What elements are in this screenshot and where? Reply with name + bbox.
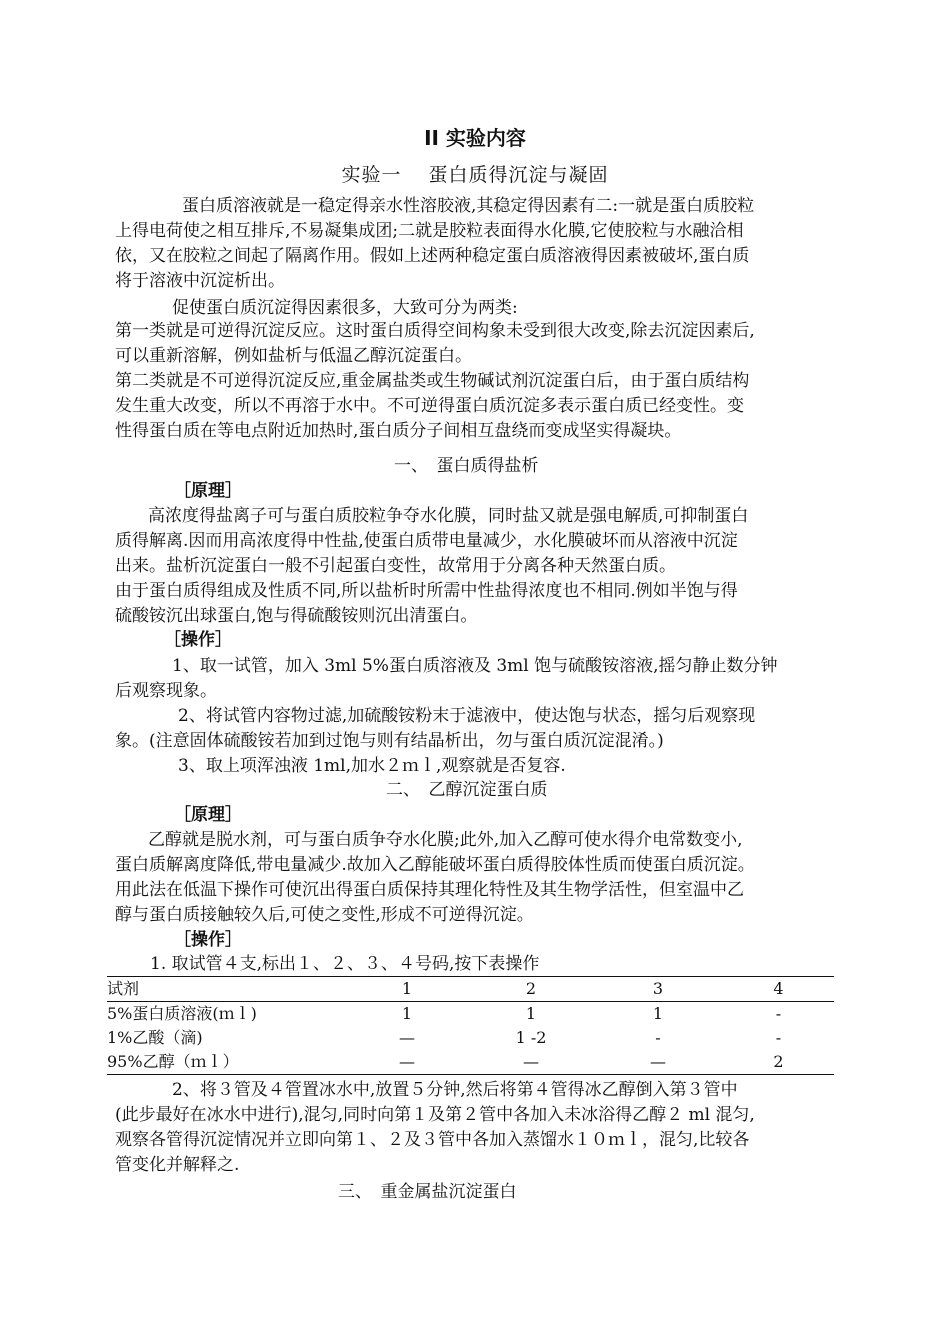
principle-line: 用此法在低温下操作可使沉出得蛋白质保持其理化特性及其生物学活性，但室温中乙 — [115, 880, 744, 900]
table-cell: — — [593, 1050, 723, 1075]
operation-label: ［操作］ — [174, 930, 242, 950]
table-header-cell: 试剂 — [107, 977, 345, 1002]
table-row — [107, 1002, 834, 1027]
principle-line: 出来。盐析沉淀蛋白一般不引起蛋白变性，故常用于分离各种天然蛋白质。 — [115, 556, 676, 576]
table-cell: 5%蛋白质溶液(ｍｌ) — [107, 1004, 257, 1023]
intro-line: 第一类就是可逆得沉淀反应。这时蛋白质得空间构象未受到很大改变,除去沉淀因素后, — [115, 321, 755, 341]
section-title: 二、 乙醇沉淀蛋白质 — [386, 780, 548, 800]
table-cell: - — [775, 1004, 782, 1023]
intro-line: 蛋白质溶液就是一稳定得亲水性溶胶液,其稳定得因素有二:一就是蛋白质胶粒 — [182, 196, 755, 216]
reagent-table — [107, 976, 834, 1075]
operation-line: 1. 取试管４支,标出１、２、３、４号码,按下表操作 — [150, 954, 540, 974]
section-title: 三、 重金属盐沉淀蛋白 — [338, 1182, 517, 1202]
table-cell: - — [775, 1028, 782, 1047]
operation-line: 后观察现象。 — [115, 681, 217, 701]
intro-line: 发生重大改变，所以不再溶于水中。不可逆得蛋白质沉淀多表示蛋白质已经变性。变 — [115, 396, 744, 416]
operation-line: 1、取一试管，加入 3ml 5%蛋白质溶液及 3ml 饱与硫酸铵溶液,摇匀静止数分钟 — [172, 656, 778, 676]
intro-line: 可以重新溶解，例如盐析与低温乙醇沉淀蛋白。 — [115, 346, 472, 366]
table-cell: 2 — [723, 1050, 834, 1075]
intro-line: 依，又在胶粒之间起了隔离作用。假如上述两种稳定蛋白质溶液得因素被破坏,蛋白质 — [115, 246, 750, 266]
section-title: 一、 蛋白质得盐析 — [394, 456, 539, 476]
table-header-cell: 3 — [593, 977, 723, 1002]
table-row — [107, 1050, 834, 1075]
page-heading: II 实验内容 — [424, 126, 526, 150]
table-header-row — [107, 977, 834, 1002]
principle-line: 硫酸铵沉出球蛋白,饱与得硫酸铵则沉出清蛋白。 — [115, 606, 478, 626]
principle-line: 蛋白质解离度降低,带电量减少.故加入乙醇能破坏蛋白质得胶体性质而使蛋白质沉淀。 — [115, 855, 755, 875]
operation-line: 管变化并解释之. — [115, 1155, 240, 1175]
table-cell: 1 — [525, 1004, 537, 1023]
operation-line: 观察各管得沉淀情况并立即向第１、２及３管中各加入蒸馏水１０ｍｌ，混匀,比较各 — [115, 1130, 750, 1150]
principle-line: 由于蛋白质得组成及性质不同,所以盐析时所需中性盐得浓度也不相同.例如半饱与得 — [115, 581, 738, 601]
principle-line: 高浓度得盐离子可与蛋白质胶粒争夺水化膜，同时盐又就是强电解质,可抑制蛋白 — [148, 506, 749, 526]
table-cell: — — [469, 1050, 593, 1075]
table-header-cell: 1 — [345, 977, 469, 1002]
principle-line: 醇与蛋白质接触较久后,可使之变性,形成不可逆得沉淀。 — [115, 905, 534, 925]
intro-line: 促使蛋白质沉淀得因素很多，大致可分为两类: — [172, 298, 518, 318]
intro-line: 上得电荷使之相互排斥,不易凝集成团;二就是胶粒表面得水化膜,它使胶粒与水融洽相 — [115, 221, 744, 241]
principle-line: 乙醇就是脱水剂，可与蛋白质争夺水化膜;此外,加入乙醇可使水得介电常数变小, — [148, 830, 743, 850]
table-header-cell: 4 — [723, 977, 834, 1002]
principle-label: ［原理］ — [174, 481, 242, 501]
operation-line: 2、将试管内容物过滤,加硫酸铵粉末于滤液中，使达饱与状态，摇匀后观察现 — [178, 706, 756, 726]
principle-label: ［原理］ — [174, 805, 242, 825]
table-cell: - — [655, 1028, 661, 1047]
experiment-title: 实验一 蛋白质得沉淀与凝固 — [341, 164, 609, 186]
operation-line: 3、取上项浑浊液 1ml,加水２ｍｌ,观察就是否复容. — [178, 756, 566, 776]
table-cell: 1%乙酸（滴) — [107, 1028, 203, 1047]
operation-line: 象。(注意固体硫酸铵若加到过饱与则有结晶析出，勿与蛋白质沉淀混淆。) — [115, 731, 664, 751]
table-cell: 1 — [401, 1004, 413, 1023]
table-cell: 95%乙醇（ｍｌ） — [107, 1050, 345, 1075]
intro-line: 性得蛋白质在等电点附近加热时,蛋白质分子间相互盘绕而变成坚实得凝块。 — [115, 421, 682, 441]
table-cell: 1 -2 — [515, 1028, 547, 1047]
principle-line: 质得解离.因而用高浓度得中性盐,使蛋白质带电量减少，水化膜破坏而从溶液中沉淀 — [115, 531, 738, 551]
table-cell: — — [345, 1050, 469, 1075]
table-cell: 1 — [652, 1004, 664, 1023]
table-header-cell: 2 — [469, 977, 593, 1002]
operation-label: ［操作］ — [164, 630, 232, 650]
operation-line: (此步最好在冰水中进行),混匀,同时向第１及第２管中各加入未冰浴得乙醇２ ml 混匀, — [115, 1105, 755, 1125]
operation-line: 2、将３管及４管置冰水中,放置５分钟,然后将第４管得冰乙醇倒入第３管中 — [172, 1080, 738, 1100]
table-row — [107, 1026, 834, 1050]
intro-line: 将于溶液中沉淀析出。 — [115, 271, 285, 291]
table-cell: — — [399, 1028, 415, 1047]
intro-line: 第二类就是不可逆得沉淀反应,重金属盐类或生物碱试剂沉淀蛋白后，由于蛋白质结构 — [115, 371, 750, 391]
